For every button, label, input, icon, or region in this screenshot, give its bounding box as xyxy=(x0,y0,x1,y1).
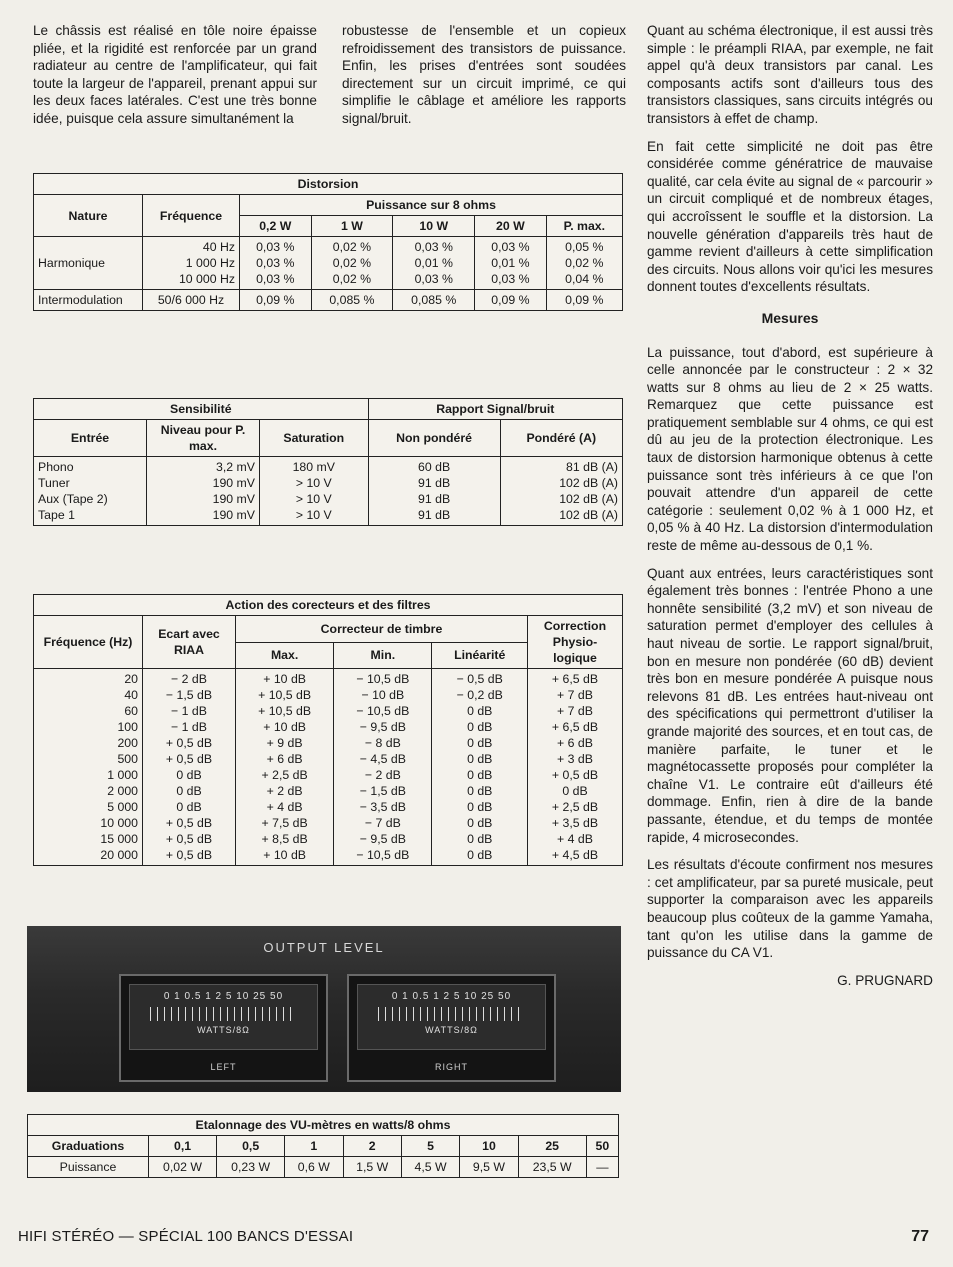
col-header-power-level: 0,2 W xyxy=(240,216,312,237)
text-column-3 xyxy=(647,22,933,989)
graduation-cell: 2 xyxy=(343,1136,401,1157)
value-cell xyxy=(240,237,312,290)
table-row xyxy=(34,669,623,866)
value: + 4 dB xyxy=(557,832,593,846)
value: + 3 dB xyxy=(557,752,593,766)
min-column xyxy=(334,669,432,866)
value: + 7,5 dB xyxy=(261,816,308,830)
linearity-column xyxy=(432,669,528,866)
value: Phono xyxy=(38,460,74,474)
value: 0,03 % xyxy=(491,272,530,286)
value: 15 000 xyxy=(100,832,138,846)
value-cell: 0,085 % xyxy=(311,290,393,311)
paragraph: robustesse de l'ensemble et un copieux refroidissement des transistors de puissance. Enfin, les prises d'entrées sont soudées directement sur un circuit imprimé, ce qui simplifie le câblage et améliore les rapports signal/bruit. xyxy=(342,23,626,126)
power-cell: 4,5 W xyxy=(401,1157,459,1178)
value: 0,02 % xyxy=(332,240,372,254)
photo-title: OUTPUT LEVEL xyxy=(263,940,385,955)
physio-column xyxy=(528,669,623,866)
value: − 10,5 dB xyxy=(356,672,410,686)
value-cell xyxy=(393,237,475,290)
value: + 4,5 dB xyxy=(551,848,599,862)
value: 91 dB xyxy=(418,508,451,522)
value: 190 mV xyxy=(212,492,255,506)
graduation-cell: 0,5 xyxy=(217,1136,285,1157)
value: + 0,5 dB xyxy=(551,768,599,782)
graduation-cell: 1 xyxy=(285,1136,343,1157)
value: 10 000 xyxy=(100,816,138,830)
value: + 10 dB xyxy=(263,672,306,686)
weighted-cell xyxy=(500,457,622,526)
distortion-table xyxy=(33,173,623,311)
tone-control-table xyxy=(33,594,623,866)
value: + 0,5 dB xyxy=(165,832,213,846)
value: 0 dB xyxy=(467,720,493,734)
meter-unit: WATTS/8Ω xyxy=(197,1025,250,1035)
value: 0,03 % xyxy=(256,272,295,286)
value-cell: 0,085 % xyxy=(393,290,475,311)
meter-unit: WATTS/8Ω xyxy=(425,1025,478,1035)
value: 102 dB (A) xyxy=(559,508,618,522)
input-cell xyxy=(34,457,147,526)
value: − 7 dB xyxy=(364,816,401,830)
value-cell xyxy=(311,237,393,290)
table-title: Distorsion xyxy=(34,174,623,195)
value: − 1 dB xyxy=(171,704,207,718)
graduation-cell: 0,1 xyxy=(149,1136,217,1157)
value: − 0,2 dB xyxy=(456,688,503,702)
value: 0,03 % xyxy=(491,240,530,254)
value: 0 dB xyxy=(467,736,493,750)
paragraph: La puissance, tout d'abord, est supérieure à celle annoncée par le constructeur : 2 × 32 watts sur 8 ohms au lieu de 2 × 25 watts. Remarquez que cette puissance est pratiquement semblable sur 4 ohms, ce qui est dû au jeu de la protection électronique. Les taux de distorsion harmonique obtenus à cette puissance sont très inférieurs à ce que l'on pouvait attendre d'un appareil de cette catégorie : seulement 0,02 % à 1 000 Hz, et 0,05 % à 40 Hz. La distorsion d'intermodulation reste de même au-dessous de 0,1 %. xyxy=(647,344,933,554)
group-header-snr: Rapport Signal/bruit xyxy=(368,399,622,420)
col-header-input: Entrée xyxy=(34,420,147,457)
meter-side-label: RIGHT xyxy=(435,1062,468,1072)
power-cell: 0,02 W xyxy=(149,1157,217,1178)
value: 60 dB xyxy=(418,460,451,474)
value: + 0,5 dB xyxy=(165,736,213,750)
value: − 10 dB xyxy=(361,688,405,702)
value: 91 dB xyxy=(418,476,451,490)
value: 0 dB xyxy=(467,800,493,814)
value: 1 000 xyxy=(107,768,138,782)
paragraph: Quant au schéma électronique, il est aussi très simple : le préampli RIAA, par exemple, ne fait appel qu'à deux transistors par canal. Les composants actifs sont d'ailleurs tous des transistors classiques, sans circuits intégrés ou transistors à effet de champ. xyxy=(647,23,933,126)
paragraph: Le châssis est réalisé en tôle noire épaisse pliée, et la rigidité est renforcée par un grand radiateur au centre de l'amplificateur, qui fait toute la largeur de l'appareil, prenant appui sur les deux faces latérales. C'est une très bonne idée, puisque cela assure simultanément la xyxy=(33,23,317,126)
value: 0 dB xyxy=(467,768,493,782)
value: + 2,5 dB xyxy=(551,800,599,814)
col-header-riaa: Ecart avec RIAA xyxy=(143,616,236,669)
value: 60 xyxy=(124,704,138,718)
value: > 10 V xyxy=(295,492,332,506)
graduation-cell: 5 xyxy=(401,1136,459,1157)
value: 0,01 % xyxy=(491,256,530,270)
riaa-column xyxy=(143,669,236,866)
power-cell: — xyxy=(586,1157,618,1178)
value: + 0,5 dB xyxy=(165,848,213,862)
value: 2 000 xyxy=(107,784,138,798)
value: + 2,5 dB xyxy=(261,768,308,782)
vu-meter-photo xyxy=(27,926,621,1092)
value: 0 dB xyxy=(562,784,588,798)
value: + 0,5 dB xyxy=(165,816,213,830)
value: 102 dB (A) xyxy=(559,492,618,506)
value: − 1 dB xyxy=(171,720,207,734)
value: 40 xyxy=(124,688,138,702)
row-label: Intermodulation xyxy=(34,290,143,311)
value: + 2 dB xyxy=(266,784,303,798)
col-header-frequency: Fréquence xyxy=(143,195,240,237)
vu-calibration-table xyxy=(27,1114,619,1178)
value: − 10,5 dB xyxy=(356,704,410,718)
value: + 10 dB xyxy=(263,720,306,734)
value-cell xyxy=(475,237,547,290)
table-row xyxy=(34,457,623,526)
meter-scale: 0 1 0.5 1 2 5 10 25 50 xyxy=(163,991,284,1002)
value: 0 dB xyxy=(467,816,493,830)
col-header-tone: Correcteur de timbre xyxy=(236,616,528,643)
value: 0,02 % xyxy=(565,256,604,270)
value: 0 dB xyxy=(467,784,493,798)
value: 0 dB xyxy=(467,704,493,718)
value-cell: 0,09 % xyxy=(546,290,622,311)
col-header-nature: Nature xyxy=(34,195,143,237)
table-title: Action des corecteurs et des filtres xyxy=(34,595,623,616)
saturation-cell xyxy=(260,457,369,526)
value: > 10 V xyxy=(295,508,332,522)
value: − 8 dB xyxy=(364,736,401,750)
col-header-unweighted: Non pondéré xyxy=(368,420,500,457)
row-header-power: Puissance xyxy=(28,1157,149,1178)
value: 190 mV xyxy=(212,476,255,490)
value: 200 xyxy=(117,736,138,750)
unweighted-cell xyxy=(368,457,500,526)
table-title: Etalonnage des VU-mètres en watts/8 ohms xyxy=(28,1115,619,1136)
value: 0,02 % xyxy=(332,272,372,286)
table-row xyxy=(34,290,623,311)
col-header-power-level: P. max. xyxy=(546,216,622,237)
value: 0,03 % xyxy=(414,272,453,286)
value: + 10,5 dB xyxy=(258,688,312,702)
value: 20 000 xyxy=(100,848,138,862)
value-cell: 0,09 % xyxy=(475,290,547,311)
value: + 4 dB xyxy=(266,800,303,814)
group-header-sensitivity: Sensibilité xyxy=(34,399,369,420)
value: 0,03 % xyxy=(256,256,295,270)
author-signature: G. PRUGNARD xyxy=(837,972,933,988)
value: + 9 dB xyxy=(266,736,303,750)
value: + 6 dB xyxy=(266,752,303,766)
graduation-cell: 25 xyxy=(518,1136,586,1157)
value: 0 dB xyxy=(176,800,202,814)
value: 0,02 % xyxy=(332,256,372,270)
value: 0 dB xyxy=(467,752,493,766)
power-cell: 9,5 W xyxy=(460,1157,518,1178)
col-header-min: Min. xyxy=(334,642,432,669)
graduation-cell: 10 xyxy=(460,1136,518,1157)
paragraph: Les résultats d'écoute confirment nos mesures : cet amplificateur, par sa pureté musicale, peut supporter la comparaison avec les appareils beaucoup plus coûteux de la gamme Yamaha, tant qu'on les utilise dans la gamme de puissance du CA V1. xyxy=(647,857,933,961)
section-heading: Mesures xyxy=(761,309,819,326)
graduation-cell: 50 xyxy=(586,1136,618,1157)
left-vu-meter xyxy=(119,974,328,1082)
footer-publication: HIFI STÉRÉO — SPÉCIAL 100 BANCS D'ESSAI xyxy=(18,1228,354,1245)
text-column-1 xyxy=(33,22,317,138)
value: + 7 dB xyxy=(557,688,593,702)
value: 20 xyxy=(124,672,138,686)
row-header-graduations: Graduations xyxy=(28,1136,149,1157)
col-header-physio: Correction Physio-logique xyxy=(528,616,623,669)
value: − 2 dB xyxy=(364,768,401,782)
value: − 9,5 dB xyxy=(359,832,406,846)
table-row xyxy=(28,1136,619,1157)
paragraph: En fait cette simplicité ne doit pas être considérée comme génératrice de mauvaise qualité, car cela évite au signal de « parcourir » un circuit compliqué et de nombreux étages, qui accroîssent le souffle et la distorsion. La nouvelle génération d'appareils très haut de gamme revient d'ailleurs à cette simplification des circuits. Nous allons voir qu'ici les mesures donnent toutes d'excellents résultats. xyxy=(647,138,933,295)
value: − 4,5 dB xyxy=(359,752,406,766)
right-vu-meter xyxy=(347,974,556,1082)
value: 91 dB xyxy=(418,492,451,506)
meter-face xyxy=(129,984,318,1050)
max-column xyxy=(236,669,334,866)
value: > 10 V xyxy=(295,476,332,490)
page-number: 77 xyxy=(911,1228,929,1245)
value: 0 dB xyxy=(176,784,202,798)
value: + 6,5 dB xyxy=(551,720,599,734)
value: 180 mV xyxy=(292,460,335,474)
col-header-saturation: Saturation xyxy=(260,420,369,457)
value: − 10,5 dB xyxy=(356,848,410,862)
col-header-max: Max. xyxy=(236,642,334,669)
value: − 9,5 dB xyxy=(359,720,406,734)
value: + 0,5 dB xyxy=(165,752,213,766)
meter-side-label: LEFT xyxy=(210,1062,237,1072)
value: − 3,5 dB xyxy=(359,800,406,814)
col-header-linearity: Linéarité xyxy=(432,642,528,669)
row-label: Harmonique xyxy=(34,237,143,290)
col-header-weighted: Pondéré (A) xyxy=(500,420,622,457)
value: + 6 dB xyxy=(557,736,593,750)
col-header-level: Niveau pour P. max. xyxy=(147,420,260,457)
value: 0,05 % xyxy=(565,240,604,254)
value: 1 000 Hz xyxy=(185,256,235,270)
value: 100 xyxy=(117,720,138,734)
meter-ticks xyxy=(150,1007,297,1021)
value: 0,04 % xyxy=(565,272,604,286)
frequency-column xyxy=(34,669,143,866)
level-cell xyxy=(147,457,260,526)
meter-ticks xyxy=(378,1007,525,1021)
value: 0 dB xyxy=(467,848,493,862)
value: + 8,5 dB xyxy=(261,832,308,846)
frequency-cell xyxy=(143,237,240,290)
value: 0,03 % xyxy=(414,240,453,254)
value: 0 dB xyxy=(467,832,493,846)
value: 0 dB xyxy=(176,768,202,782)
value: + 6,5 dB xyxy=(551,672,599,686)
table-row xyxy=(28,1157,619,1178)
value: + 7 dB xyxy=(557,704,593,718)
sensitivity-table xyxy=(33,398,623,526)
value: 190 mV xyxy=(212,508,255,522)
power-cell: 1,5 W xyxy=(343,1157,401,1178)
value: 10 000 Hz xyxy=(178,272,235,286)
value: 0,01 % xyxy=(414,256,453,270)
paragraph: Quant aux entrées, leurs caractéristiques sont également très bonnes : l'entrée Phono a une honnête sensibilité (3,2 mV) et son niveau de saturation permet d'employer des cellules à haut niveau de sortie. Le rapport signal/bruit, bon en mesure non pondérée (60 dB) devient très bon en mesure pondérée A puisque nous relevons 81 dB. Les entrées haut-niveau ont des spécifications qui permettront d'utiliser la grande majorité des sources, et en tout cas, de manière parfaite, le tuner et le magnétocassette proposés pour compléter la chaîne V1. Le contraire eût d'ailleurs été dommage. Enfin, rien à dire de la bande passante, étendue, et du temps de montée rapide, 4 microsecondes. xyxy=(647,565,933,845)
value: 40 Hz xyxy=(202,240,235,254)
value: 500 xyxy=(117,752,138,766)
value: 3,2 mV xyxy=(216,460,255,474)
table-row xyxy=(34,237,623,290)
value-cell: 0,09 % xyxy=(240,290,312,311)
value-cell xyxy=(546,237,622,290)
value: 81 dB (A) xyxy=(566,460,618,474)
value: − 0,5 dB xyxy=(456,672,503,686)
value: − 2 dB xyxy=(171,672,207,686)
meter-face xyxy=(357,984,546,1050)
value: Tuner xyxy=(38,476,70,490)
text-column-2 xyxy=(342,22,626,138)
value: 0,03 % xyxy=(256,240,295,254)
value: Aux (Tape 2) xyxy=(38,492,108,506)
value: + 10 dB xyxy=(263,848,306,862)
value: − 1,5 dB xyxy=(359,784,406,798)
col-header-power-level: 1 W xyxy=(311,216,393,237)
power-cell: 0,23 W xyxy=(217,1157,285,1178)
col-header-power-level: 10 W xyxy=(393,216,475,237)
col-header-power-level: 20 W xyxy=(475,216,547,237)
value: Tape 1 xyxy=(38,508,75,522)
col-header-frequency: Fréquence (Hz) xyxy=(34,616,143,669)
col-header-power: Puissance sur 8 ohms xyxy=(240,195,623,216)
power-cell: 23,5 W xyxy=(518,1157,586,1178)
value: 102 dB (A) xyxy=(559,476,618,490)
value: 5 000 xyxy=(107,800,138,814)
power-cell: 0,6 W xyxy=(285,1157,343,1178)
frequency-cell: 50/6 000 Hz xyxy=(143,290,240,311)
value: + 3,5 dB xyxy=(551,816,599,830)
meter-scale: 0 1 0.5 1 2 5 10 25 50 xyxy=(391,991,512,1002)
value: + 10,5 dB xyxy=(258,704,312,718)
value: − 1,5 dB xyxy=(165,688,213,702)
